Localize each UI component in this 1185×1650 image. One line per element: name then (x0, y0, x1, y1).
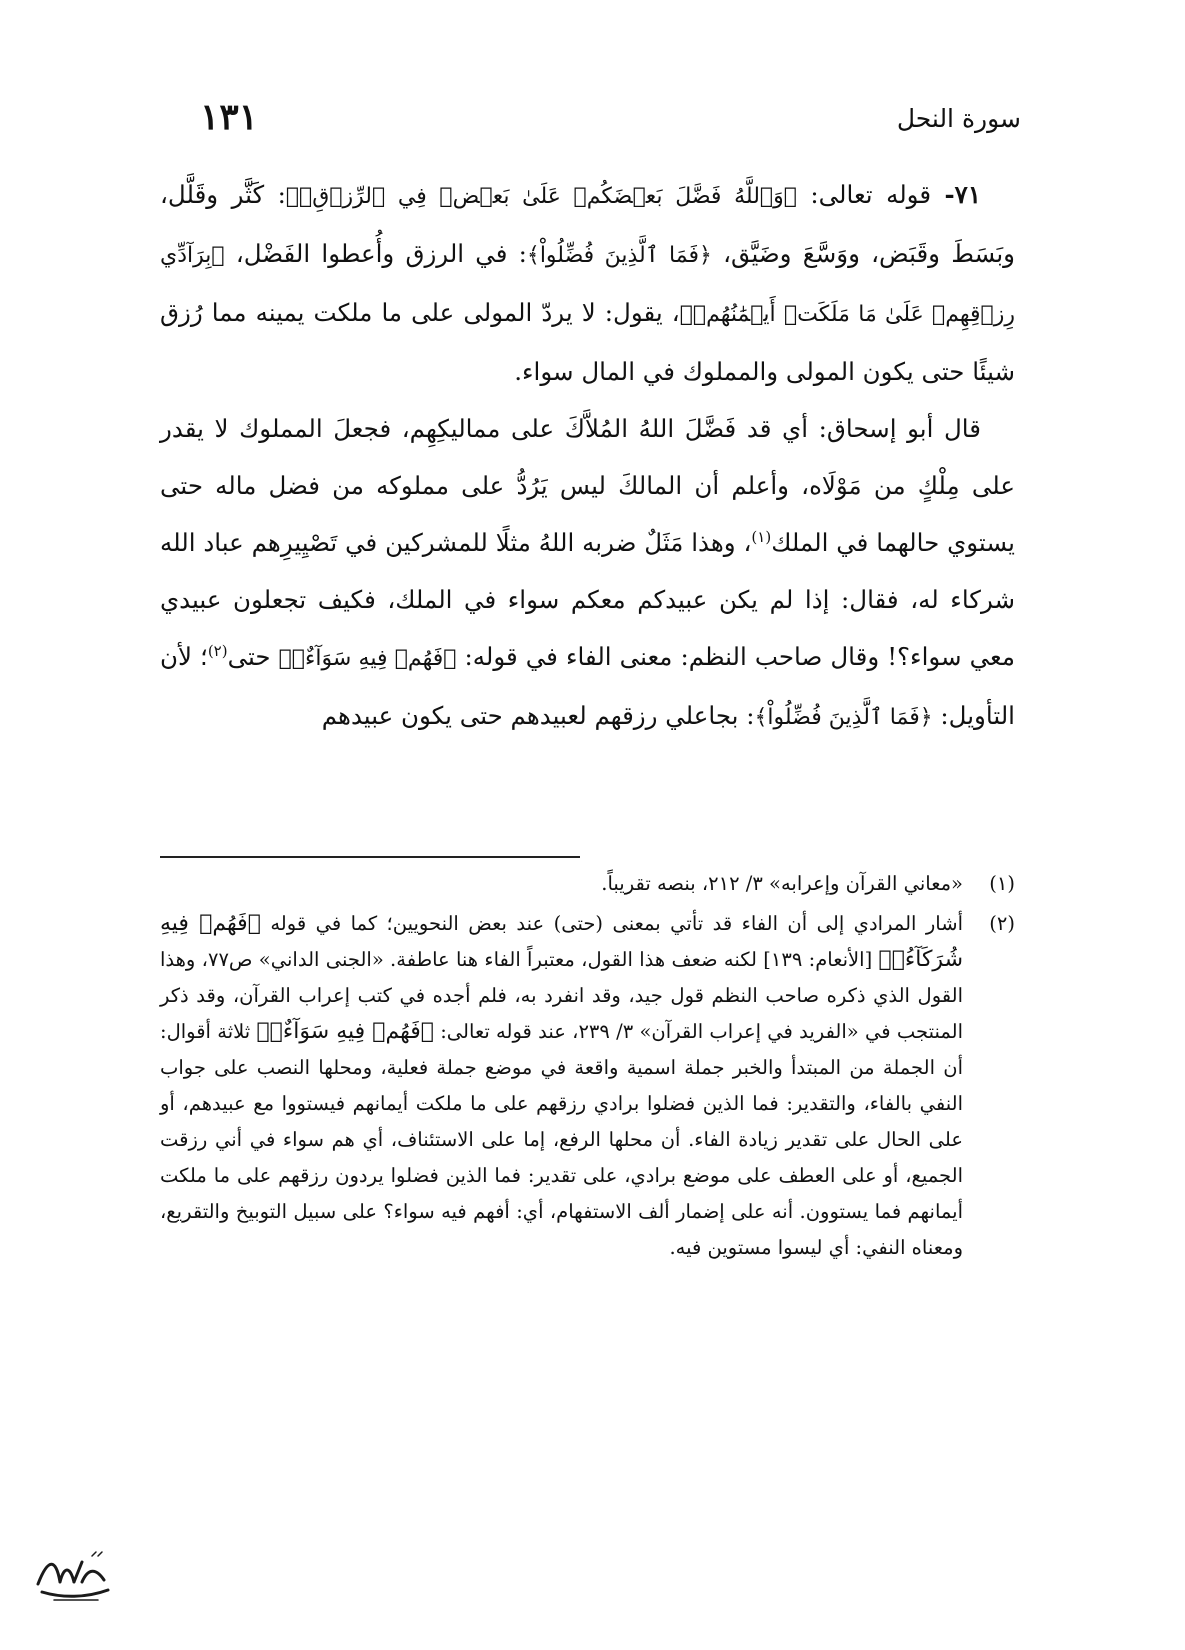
quran-quote: ﴿فَهُمۡ فِيهِ سَوَآءٌۚ﴾ (278, 646, 457, 671)
footnote-text: [الأنعام: ١٣٩] لكنه ضعف هذا القول، معتبراً الفاء هنا عاطفة. «الجنى الداني» ص٧٧، وهذا القول الذي ذكره صاحب النظم قول جيد، وقد انفرد به، فلم أجده في كتب إعراب القرآن، وقد ذكر المنتجب في «الفريد في إعراب القرآن» ٣/ ٢٣٩، عند قوله تعالى: (160, 948, 963, 1043)
text-segment: ؛ لأن التأويل: (160, 642, 1015, 730)
publisher-logo (34, 1544, 114, 1604)
quran-quote: ﴿فَمَا ٱلَّذِينَ فُضِّلُواْ﴾ (526, 243, 712, 268)
footnote-2 (160, 906, 1015, 1266)
page-number: ١٣١ (200, 96, 259, 138)
text-segment: حتى (227, 642, 279, 671)
text-segment: : في الرزق وأُعطوا الفَضْل، (224, 239, 527, 268)
footnote-reference-1[interactable]: (١) (751, 527, 772, 546)
footnote-text: أشار المرادي إلى أن الفاء قد تأتي بمعنى (حتى) عند بعض النحويين؛ كما في قوله (260, 912, 963, 935)
page-header (200, 96, 1021, 146)
text-segment: : كَثَّر وقَلَّل، وبَسَطَ وقَبَض، ووَسَّعَ وضَيَّق، (160, 180, 1015, 268)
main-text (160, 166, 1015, 746)
footnotes (160, 866, 1015, 1270)
footnote-1 (160, 866, 1015, 902)
quran-quote: ﴿فَهُمۡ فِيهِ شُرَكَآءُۚ﴾ (160, 911, 963, 972)
text-segment: ، وهذا مَثَلٌ ضربه اللهُ مثلًا للمشركين في تَصْيِيرِهم عباد الله شركاء له، فقال: إذا لم يكن عبيدكم معكم سواء في الملك، فكيف تجعلون عبيدي معي سواء؟! وقال صاحب النظم: معنى الفاء في قوله: (160, 528, 1015, 671)
paragraph-abu-ishaq (160, 400, 1015, 746)
text-segment: ، يقول: لا يردّ المولى على ما ملكت يمينه مما رُزق شيئًا حتى يكون المولى والمملوك في المال سواء. (160, 298, 1015, 386)
logo-stroke (38, 1562, 108, 1596)
footnote-marker: (١) (989, 872, 1015, 895)
footnote-text: «معاني القرآن وإعرابه» ٣/ ٢١٢، بنصه تقريباً. (601, 872, 963, 895)
quran-quote: ﴿وَٱللَّهُ فَضَّلَ بَعۡضَكُمۡ عَلَىٰ بَعۡضٖ فِي ٱلرِّزۡقِۚ﴾ (285, 184, 797, 209)
surah-title: سورة النحل (896, 104, 1021, 133)
footnote-marker: (٢) (989, 912, 1015, 935)
quran-quote: ﴿بِرَآدِّي رِزۡقِهِمۡ عَلَىٰ مَا مَلَكَتۡ أَيۡمَٰنُهُمۡ﴾ (160, 243, 1016, 327)
quran-quote: ﴿فَهُمۡ فِيهِ سَوَآءٌۚ﴾ (256, 1019, 434, 1044)
quran-quote: ﴿فَمَا ٱلَّذِينَ فُضِّلُواْ﴾ (754, 705, 933, 730)
paragraph-verse-71 (160, 166, 1015, 400)
text-segment: قال أبو إسحاق: أي قد فَضَّلَ اللهُ المُلاَّكَ على مماليكِهِم، فجعلَ المملوك لا يقدر على مِلْكٍ من مَوْلَاه، وأعلم أن المالكَ ليس يَرُدُّ على مملوكه من فضل ماله حتى يستوي حالهما في الملك (160, 414, 1015, 557)
footnote-separator (160, 856, 580, 858)
footnote-reference-2[interactable]: (٢) (207, 641, 228, 660)
verse-number: ٧١- (944, 180, 981, 209)
text-segment: قوله تعالى: (796, 180, 945, 209)
text-segment: : بجاعلي رزقهم لعبيدهم حتى يكون عبيدهم (321, 701, 755, 730)
footnote-text: ثلاثة أقوال: أن الجملة من المبتدأ والخبر جملة اسمية واقعة في موضع جملة فعلية، ومحلها النصب على جواب النفي بالفاء، والتقدير: فما الذين فضلوا برادي رزقهم على ما ملكت أيمانهم فيستووا مع عبيدهم، أو على الحال على تقدير زيادة الفاء. أن محلها الرفع، إما على الاستئناف، أي هم سواء في أني رزقت الجميع، أو على العطف على موضع برادي، على تقدير: فما الذين فضلوا يردون رزقهم على ما ملكت أيمانهم فما يستوون. أنه على إضمار ألف الاستفهام، أي: أفهم فيه سواء؟ على سبيل التوبيخ والتقريع، ومعناه النفي: أي ليسوا مستوين فيه. (160, 1020, 963, 1259)
